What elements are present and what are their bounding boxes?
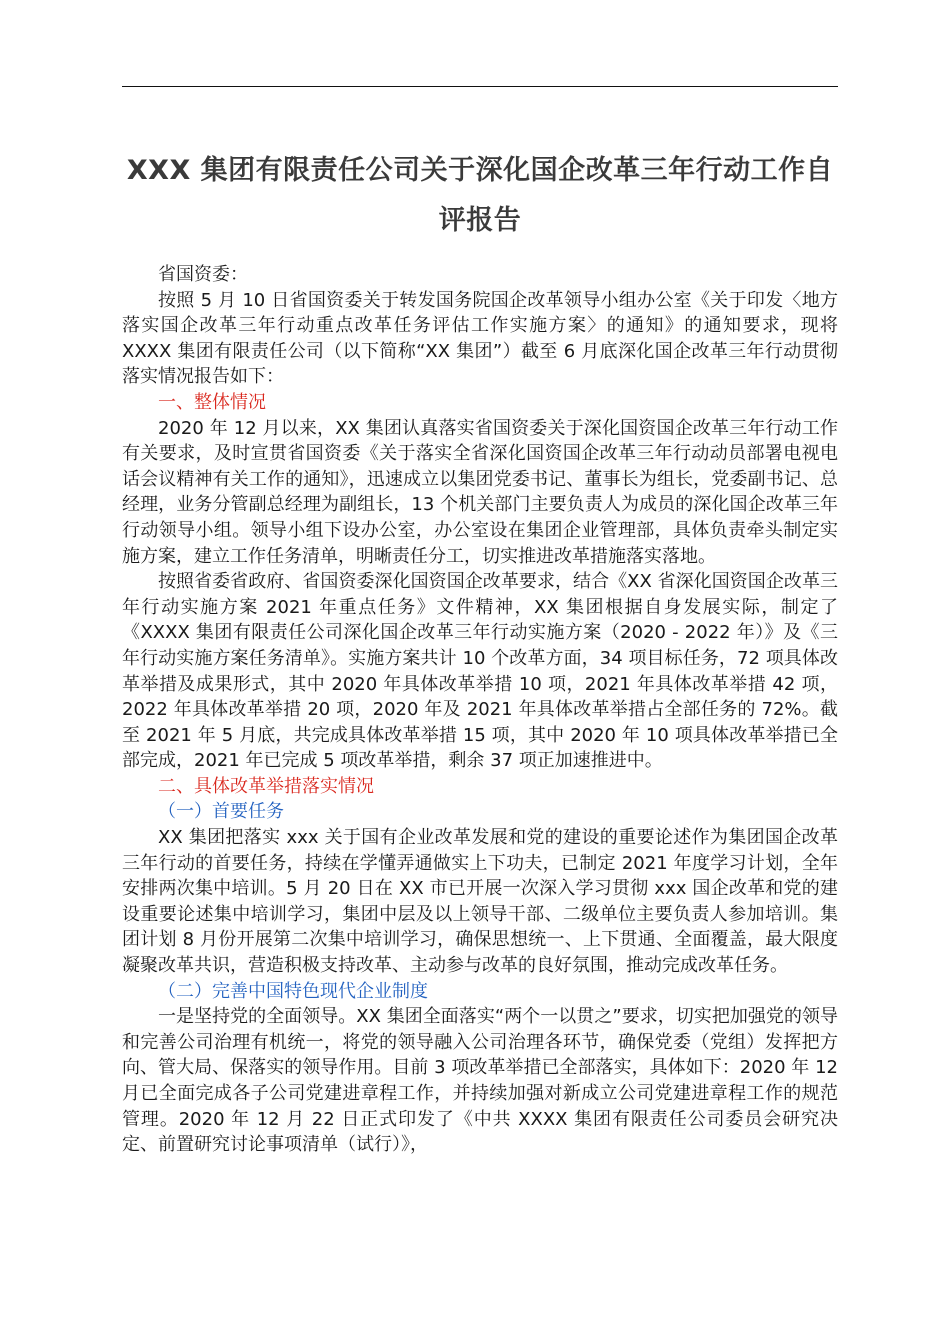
section-heading-measures: 二、具体改革举措落实情况 [158, 775, 374, 797]
document-body [122, 262, 838, 1158]
paragraph: 按照省委省政府、省国资委深化国资国企改革要求，结合《XX 省深化国资国企改革三年行动实施方案 2021 年重点任务》文件精神，XX 集团根据自身发展实际，制定了《XXXX 集团有限责任公司深化国企改革三年行动实施方案（2020 - 2022 年）》及《三年行动实施方案任务清单》。实施方案共计 10 个改革方面，34 项目标任务，72 项具体改革举措及成果形式，其中 2020 年具体改革举措 10 项，2021 年具体改革举措 42 项，2022 年具体改革举措 20 项，2020 年及 2021 年具体改革举措占全部任务的 72%。截至 2021 年 5 月底，共完成具体改革举措 15 项，其中 2020 年 10 项具体改革举措已全部完成，2021 年已完成 5 项改革举措，剩余 37 项正加速推进中。 [122, 571, 838, 772]
salutation: 省国资委： [158, 264, 248, 285]
paragraph: 2020 年 12 月以来，XX 集团认真落实省国资委关于深化国资国企改革三年行动工作有关要求，及时宣贯省国资委《关于落实全省深化国资国企改革三年行动动员部署电视电话会议精神有关工作的通知》，迅速成立以集团党委书记、董事长为组长，党委副书记、总经理，业务分管副总经理为副组长，13 个机关部门主要负责人为成员的深化国企改革三年行动领导小组。领导小组下设办公室，办公室设在集团企业管理部，具体负责牵头制定实施方案，建立工作任务清单，明晰责任分工，切实推进改革措施落实落地。 [122, 417, 838, 567]
paragraph: 一是坚持党的全面领导。XX 集团全面落实“两个一以贯之”要求，切实把加强党的领导和完善公司治理有机统一，将党的领导融入公司治理各环节，确保党委（党组）发挥把方向、管大局、保落实的领导作用。目前 3 项改革举措已全部落实，具体如下：2020 年 12 月已全面完成各子公司党建进章程工作，并持续加强对新成立公司党建进章程工作的规范管理。2020 年 12 月 22 日正式印发了《中共 XXXX 集团有限责任公司委员会研究决定、前置研究讨论事项清单（试行）》， [122, 1006, 838, 1156]
paragraph: XX 集团把落实 xxx 关于国有企业改革发展和党的建设的重要论述作为集团国企改革三年行动的首要任务，持续在学懂弄通做实上下功夫，已制定 2021 年度学习计划，全年安排两次集中培训。5 月 20 日在 XX 市已开展一次深入学习贯彻 xxx 国企改革和党的建设重要论述集中培训学习，集团中层及以上领导干部、二级单位主要负责人参加培训。集团计划 8 月份开展第二次集中培训学习，确保思想统一、上下贯通、全面覆盖，最大限度凝聚改革共识，营造积极支持改革、主动参与改革的良好氛围，推动完成改革任务。 [122, 827, 838, 977]
section-heading-overall: 一、整体情况 [158, 391, 266, 413]
intro-paragraph: 按照 5 月 10 日省国资委关于转发国务院国企改革领导小组办公室《关于印发〈地方落实国企改革三年行动重点改革任务评估工作实施方案〉的通知》的通知要求，现将 XXXX 集团有限责任公司（以下简称“XX 集团”）截至 6 月底深化国企改革三年行动贯彻落实情况报告如下： [122, 289, 838, 388]
header-rule [122, 86, 838, 87]
document-title: XXX 集团有限责任公司关于深化国企改革三年行动工作自评报告 [126, 155, 834, 236]
subsection-heading-enterprise-system: （二）完善中国特色现代企业制度 [158, 980, 428, 1002]
subsection-heading-primary-task: （一）首要任务 [158, 801, 284, 823]
